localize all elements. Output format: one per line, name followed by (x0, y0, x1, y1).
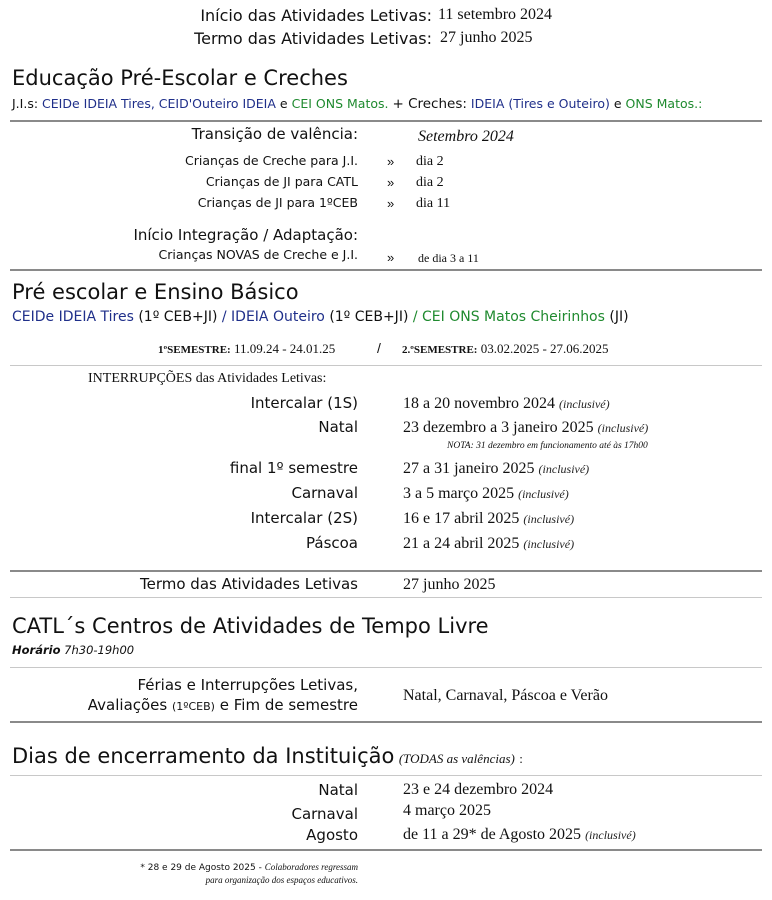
novas-label: Crianças NOVAS de Creche e J.I. (158, 247, 358, 262)
transicao-value: Setembro 2024 (418, 128, 514, 145)
divider (10, 120, 762, 122)
integracao-label: Início Integração / Adaptação: (133, 226, 358, 244)
interrupcao-label: Intercalar (2S) (250, 509, 358, 527)
ferias-label-line1: Férias e Interrupções Letivas, (137, 676, 358, 694)
interrupcao-value: 18 a 20 novembro 2024 (inclusivé) (403, 395, 610, 412)
horario (12, 643, 134, 657)
divider (10, 721, 762, 723)
horario-value: 7h30-19h00 (64, 643, 135, 657)
interrupcao-label: Páscoa (306, 534, 358, 552)
section-title-encerramento: Dias de encerramento da Instituição (TODAS as valências) : (12, 744, 523, 768)
interrupcoes-title: INTERRUPÇÕES das Atividades Letivas: (88, 371, 327, 386)
interrupcao-label: Intercalar (1S) (250, 394, 358, 412)
encerramento-note: (TODAS as valências) (398, 751, 515, 766)
termo-value: 27 junho 2025 (440, 29, 533, 46)
semester-1 (158, 341, 335, 357)
encerramento-label: Agosto (306, 826, 358, 844)
transicao-label: Transição de valência: (191, 125, 358, 143)
encerramento-label: Carnaval (291, 805, 358, 823)
creches-blue-list: IDEIA (Tires e Outeiro) (470, 96, 610, 111)
school-outeiro-levels: (1º CEB+JI) (329, 309, 409, 325)
creches-label: + Creches: (392, 96, 467, 112)
arrow-icon: » (387, 154, 395, 169)
school-tires-levels: (1º CEB+JI) (138, 309, 218, 325)
footnote-line1: * 28 e 29 de Agosto 2025 - Colaboradores regressam (140, 862, 358, 873)
interrupcao-label: Natal (318, 418, 358, 436)
section-title-pre-escolar-ensino-basico: Pré escolar e Ensino Básico (12, 280, 299, 304)
sem1-label: 1ºSEMESTRE: (158, 344, 231, 356)
separator: / (221, 309, 227, 325)
divider (10, 365, 762, 366)
termo-atividades-value: 27 junho 2025 (403, 576, 496, 593)
inicio-value: 11 setembro 2024 (438, 6, 553, 23)
encerramento-value: 4 março 2025 (403, 802, 491, 819)
sem1-value: 11.09.24 - 24.01.25 (233, 341, 336, 356)
interrupcao-value: 16 e 17 abril 2025 (inclusivé) (403, 510, 575, 527)
transicao-row-label: Crianças de Creche para J.I. (185, 153, 358, 168)
sem2-label: 2.ºSEMESTRE: (402, 344, 478, 356)
school-outeiro: IDEIA Outeiro (231, 309, 325, 325)
divider (10, 775, 762, 776)
school-tires: CEIDe IDEIA Tires (12, 309, 134, 325)
transicao-row-label: Crianças de JI para CATL (205, 174, 358, 189)
natal-note: NOTA: 31 dezembro em funcionamento até às 17h00 (447, 441, 648, 451)
jis-green-list: CEI ONS Matos. (291, 96, 389, 111)
separator: / (412, 309, 418, 325)
jis-blue-list: CEIDe IDEIA Tires, CEID'Outeiro IDEIA (42, 96, 276, 111)
divider (10, 570, 762, 572)
conj-e: e (279, 96, 288, 111)
section-title-pre-escolar-creches: Educação Pré-Escolar e Creches (12, 66, 348, 90)
school-ons-matos: CEI ONS Matos Cheirinhos (422, 309, 605, 325)
termo-label: Termo das Atividades Letivas: (194, 29, 432, 48)
section1-subtitle (12, 96, 702, 112)
encerramento-value: de 11 a 29* de Agosto 2025 (inclusivé) (403, 826, 636, 843)
divider (10, 849, 762, 851)
transicao-row-label: Crianças de JI para 1ºCEB (197, 195, 358, 210)
inicio-label: Início das Atividades Letivas: (200, 6, 432, 25)
arrow-icon: » (387, 175, 395, 190)
novas-value: de dia 3 a 11 (418, 251, 479, 265)
horario-label: Horário (12, 643, 61, 657)
semester-2 (402, 341, 609, 357)
divider (10, 667, 762, 668)
jis-label: J.I.s: (12, 96, 39, 111)
divider (10, 269, 762, 271)
ferias-value: Natal, Carnaval, Páscoa e Verão (403, 687, 608, 704)
interrupcao-value: 27 a 31 janeiro 2025 (inclusivé) (403, 460, 590, 477)
termo-atividades-label: Termo das Atividades Letivas (140, 575, 358, 593)
interrupcao-label: final 1º semestre (229, 459, 358, 477)
transicao-row-value: dia 2 (416, 175, 444, 190)
interrupcao-value: 21 a 24 abril 2025 (inclusivé) (403, 535, 575, 552)
conj-e: e (613, 96, 622, 111)
sem2-value: 03.02.2025 - 27.06.2025 (480, 341, 609, 356)
footnote-line2: para organização dos espaços educativos. (205, 875, 358, 885)
interrupcao-value: 3 a 5 março 2025 (inclusivé) (403, 485, 569, 502)
interrupcao-label: Carnaval (291, 484, 358, 502)
transicao-row-value: dia 11 (416, 196, 451, 211)
creches-green-list: ONS Matos.: (625, 96, 703, 111)
section2-subtitle (12, 309, 629, 325)
ferias-label-line2: Avaliações (1ºCEB) e Fim de semestre (87, 696, 358, 714)
divider (10, 597, 762, 598)
encerramento-label: Natal (318, 781, 358, 799)
encerramento-value: 23 e 24 dezembro 2024 (403, 781, 554, 798)
section-title-catl: CATL´s Centros de Atividades de Tempo Livre (12, 614, 489, 638)
school-ons-matos-levels: (JI) (609, 309, 629, 325)
interrupcao-value: 23 dezembro a 3 janeiro 2025 (inclusivé) (403, 419, 649, 436)
semester-separator: / (377, 340, 381, 356)
arrow-icon: » (387, 250, 395, 265)
arrow-icon: » (387, 196, 395, 211)
transicao-row-value: dia 2 (416, 154, 444, 169)
